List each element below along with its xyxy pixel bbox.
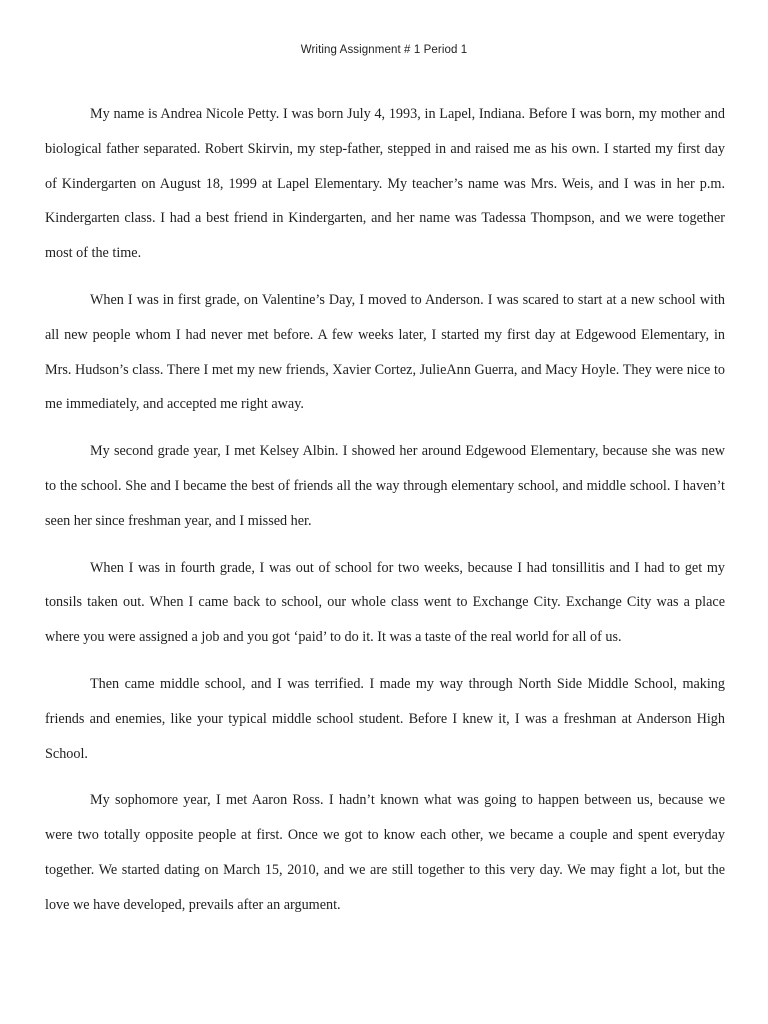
paragraph-6: My sophomore year, I met Aaron Ross. I hadn’t known what was going to happen between us, because we were two totally opposite people at first. Once we got to know each other, we became a couple and spent everyday together. We started dating on March 15, 2010, and we are still together to this very day. We may fight a lot, but the love we have developed, prevails after an argument. (45, 792, 725, 913)
paragraph-5: Then came middle school, and I was terrified. I made my way through North Side Middle School, making friends and enemies, like your typical middle school student. Before I knew it, I was a freshman at Anderson High School. (45, 675, 725, 762)
paragraph-2: When I was in first grade, on Valentine’s Day, I moved to Anderson. I was scared to start at a new school with all new people whom I had never met before. A few weeks later, I started my first day at Edgewood Elementary, in Mrs. Hudson’s class. There I met my new friends, Xavier Cortez, JulieAnn Guerra, and Macy Hoyle. They were nice to me immediately, and accepted me right away. (45, 291, 725, 413)
paragraph-1: My name is Andrea Nicole Petty. I was born July 4, 1993, in Lapel, Indiana. Before I was born, my mother and biological father separated. Robert Skirvin, my step-father, stepped in and raised me as his own. I started my first day of Kindergarten on August 18, 1999 at Lapel Elementary. My teacher’s name was Mrs. Weis, and I was in her p.m. Kindergarten class. I had a best friend in Kindergarten, and her name was Tadessa Thompson, and we were together most of the time. (45, 106, 725, 262)
document-title: Writing Assignment # 1 Period 1 (300, 44, 468, 56)
paragraph-4: When I was in fourth grade, I was out of school for two weeks, because I had tonsillitis and I had to get my tonsils taken out. When I came back to school, our whole class went to Exchange City. Exchange City was a place where you were assigned a job and you got ‘paid’ to do it. It was a taste of the real world for all of us. (45, 559, 725, 646)
document-body (45, 97, 725, 935)
paragraph-3: My second grade year, I met Kelsey Albin. I showed her around Edgewood Elementary, because she was new to the school. She and I became the best of friends all the way through elementary school, and middle school. I haven’t seen her since freshman year, and I missed her. (45, 443, 725, 529)
